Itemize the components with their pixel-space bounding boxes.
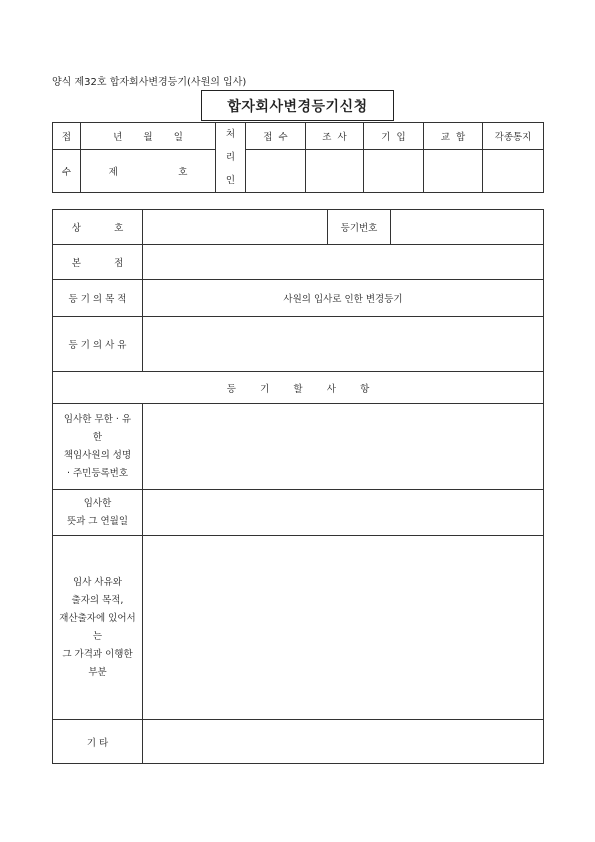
head-office-label: 본 점 [53,245,143,280]
investment-field[interactable] [143,536,544,720]
investment-label-line: 는 [92,630,103,642]
application-table [52,209,544,764]
join-date-label [53,490,143,536]
process-label [216,123,246,193]
other-label: 기 타 [53,720,143,764]
col-collation: 교 합 [424,123,483,150]
matters-header: 등 기 할 사 항 [53,372,544,404]
registration-no-label: 등기번호 [328,210,391,245]
join-date-label-line: 뜻과 그 연월일 [66,515,129,527]
process-label-2: 리 [225,152,236,163]
document-title: 합자회사변경등기신청 [201,90,394,121]
entry-cell[interactable] [364,150,424,193]
partner-field[interactable] [143,404,544,490]
receipt-number: 제 호 [81,150,216,193]
company-name-field[interactable] [143,210,328,245]
investment-label-line: 임사 사유와 [73,576,122,588]
receipt-side-label-top: 접 [53,123,81,150]
form-number: 양식 제32호 합자회사변경등기(사원의 입사) [52,77,247,88]
col-entry: 기 입 [364,123,424,150]
receipt-table [52,122,544,193]
process-label-1: 처 [225,129,236,140]
partner-label [53,404,143,490]
partner-label-line: 임사한 무한 · 유 [63,413,132,425]
investment-label-line: 그 가격과 이행한 [62,648,133,660]
reason-field[interactable] [143,317,544,372]
process-label-3: 인 [225,175,236,186]
col-notification: 각종통지 [483,123,544,150]
partner-label-line: 책임사원의 성명 [63,449,132,461]
purpose-value: 사원의 입사로 인한 변경등기 [143,280,544,317]
registration-no-field[interactable] [391,210,544,245]
company-name-label: 상 호 [53,210,143,245]
inspection-cell[interactable] [306,150,364,193]
col-inspection: 조 사 [306,123,364,150]
join-date-label-line: 임사한 [83,497,112,509]
receipt-date: 년 월 일 [81,123,216,150]
col-receipt: 접 수 [246,123,306,150]
notification-cell[interactable] [483,150,544,193]
investment-label-line: 출자의 목적, [71,594,124,606]
join-date-field[interactable] [143,490,544,536]
receipt-cell[interactable] [246,150,306,193]
investment-label-line: 부분 [88,666,107,678]
receipt-side-label-bottom: 수 [53,150,81,193]
investment-label-line: 재산출자에 있어서 [59,612,136,624]
partner-label-line: 한 [92,431,103,443]
reason-label: 등 기 의 사 유 [53,317,143,372]
head-office-field[interactable] [143,245,544,280]
other-field[interactable] [143,720,544,764]
purpose-label: 등 기 의 목 적 [53,280,143,317]
investment-label [53,536,143,720]
collation-cell[interactable] [424,150,483,193]
partner-label-line: · 주민등록번호 [66,467,129,479]
